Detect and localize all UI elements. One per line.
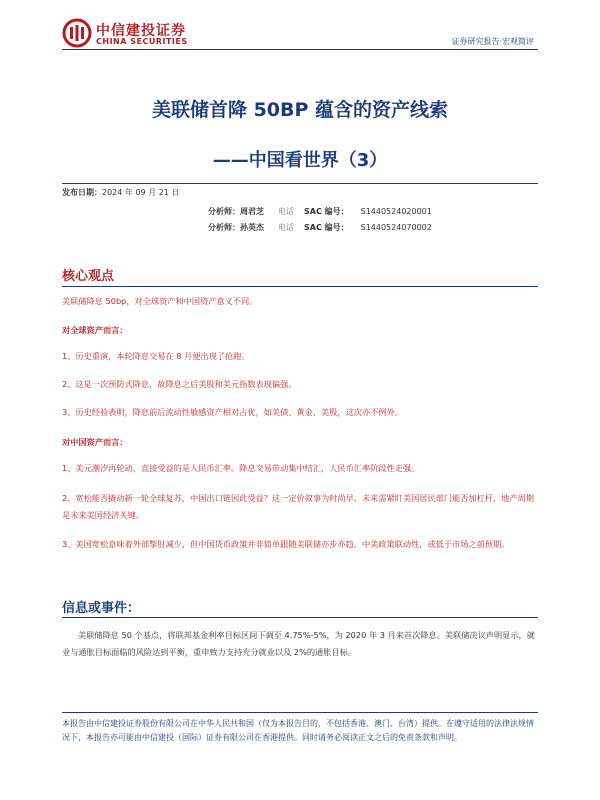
page-header xyxy=(0,0,600,60)
publish-date-value: 2024 年 09 月 21 日 xyxy=(102,188,180,197)
title-divider xyxy=(62,183,538,184)
analyst-name: 分析师：孙英杰 xyxy=(208,223,264,232)
global-point: 3、历史经验表明，降息前后流动性敏感资产相对占优，如美债、黄金、美股，这次亦不例外。 xyxy=(62,407,403,417)
analyst-sac-label: SAC 编号： xyxy=(304,223,349,232)
china-point: 2、宽松能否撬动新一轮全球复苏，中国出口链因此受益？这一定价叙事为时尚早。未来需紧盯美国居民部门能否加杠杆，地产周期是未来美国经济关键。 xyxy=(62,493,534,520)
footer-divider xyxy=(62,712,538,713)
report-type: 证券研究报告·宏观简评 xyxy=(451,37,534,46)
core-intro: 美联储降息 50bp，对全球资产和中国资产意义不同。 xyxy=(62,296,258,306)
global-heading: 对全球资产而言： xyxy=(62,325,128,335)
analyst-row xyxy=(208,222,432,233)
analyst-name: 分析师：周君芝 xyxy=(208,207,264,216)
china-heading: 对中国资产而言： xyxy=(62,437,128,447)
events-section-divider xyxy=(62,617,538,618)
report-title: 美联储首降 50BP 蕴含的资产线索 xyxy=(151,99,449,121)
china-point: 3、美国宽松意味着外部掣肘减少，但中国货币政策并非简单跟随美联储亦步亦趋。中美政策联动性，或低于市场之前预期。 xyxy=(62,539,510,549)
core-section-divider xyxy=(62,286,538,287)
global-point: 1、历史重演，本轮降息交易在 8 月便出现了抢跑。 xyxy=(62,351,250,361)
analyst-phone: 电话 xyxy=(278,207,294,216)
brand-name-cn: 中信建投证券 xyxy=(96,23,186,39)
china-point: 1、美元潮汐再轮动，直接受益的是人民币汇率。降息交易带动集中结汇，人民币汇率阶段性走强。 xyxy=(62,463,420,473)
publish-date xyxy=(62,187,179,198)
events-body: 美联储降息 50 个基点，将联邦基金利率目标区间下调至 4.75%-5%，为 2020 年 3 月来首次降息。美联储决议声明显示，就业与通胀目标面临的风险达到平衡，重申致力支持充分就业以及 2%的通胀目标。 xyxy=(62,630,535,657)
company-logo-icon xyxy=(62,18,92,48)
publish-date-label: 发布日期： xyxy=(62,188,102,197)
report-subtitle: ——中国看世界（3） xyxy=(212,150,388,171)
analyst-phone: 电话 xyxy=(278,223,294,232)
core-section-title: 核心观点 xyxy=(62,269,115,284)
brand-name-en: CHINA SECURITIES xyxy=(96,37,188,46)
analyst-sac-label: SAC 编号： xyxy=(304,207,349,216)
global-point: 2、这是一次预防式降息，故降息之后美股和美元指数表现偏强。 xyxy=(62,379,297,389)
analyst-row xyxy=(208,206,432,217)
analyst-sac-number: S1440524020001 xyxy=(360,207,432,216)
header-divider xyxy=(62,49,538,50)
analyst-sac-number: S1440524070002 xyxy=(360,223,432,232)
disclaimer-footer: 本报告由中信建投证券股份有限公司在中华人民共和国（仅为本报告目的，不包括香港、澳门、台湾）提供。在遵守适用的法律法规情况下，本报告亦可能由中信建投（国际）证券有限公司在香港提供。同时请务必阅读正文之后的免责条款和声明。 xyxy=(62,719,534,742)
events-section-title: 信息或事件： xyxy=(62,601,141,616)
